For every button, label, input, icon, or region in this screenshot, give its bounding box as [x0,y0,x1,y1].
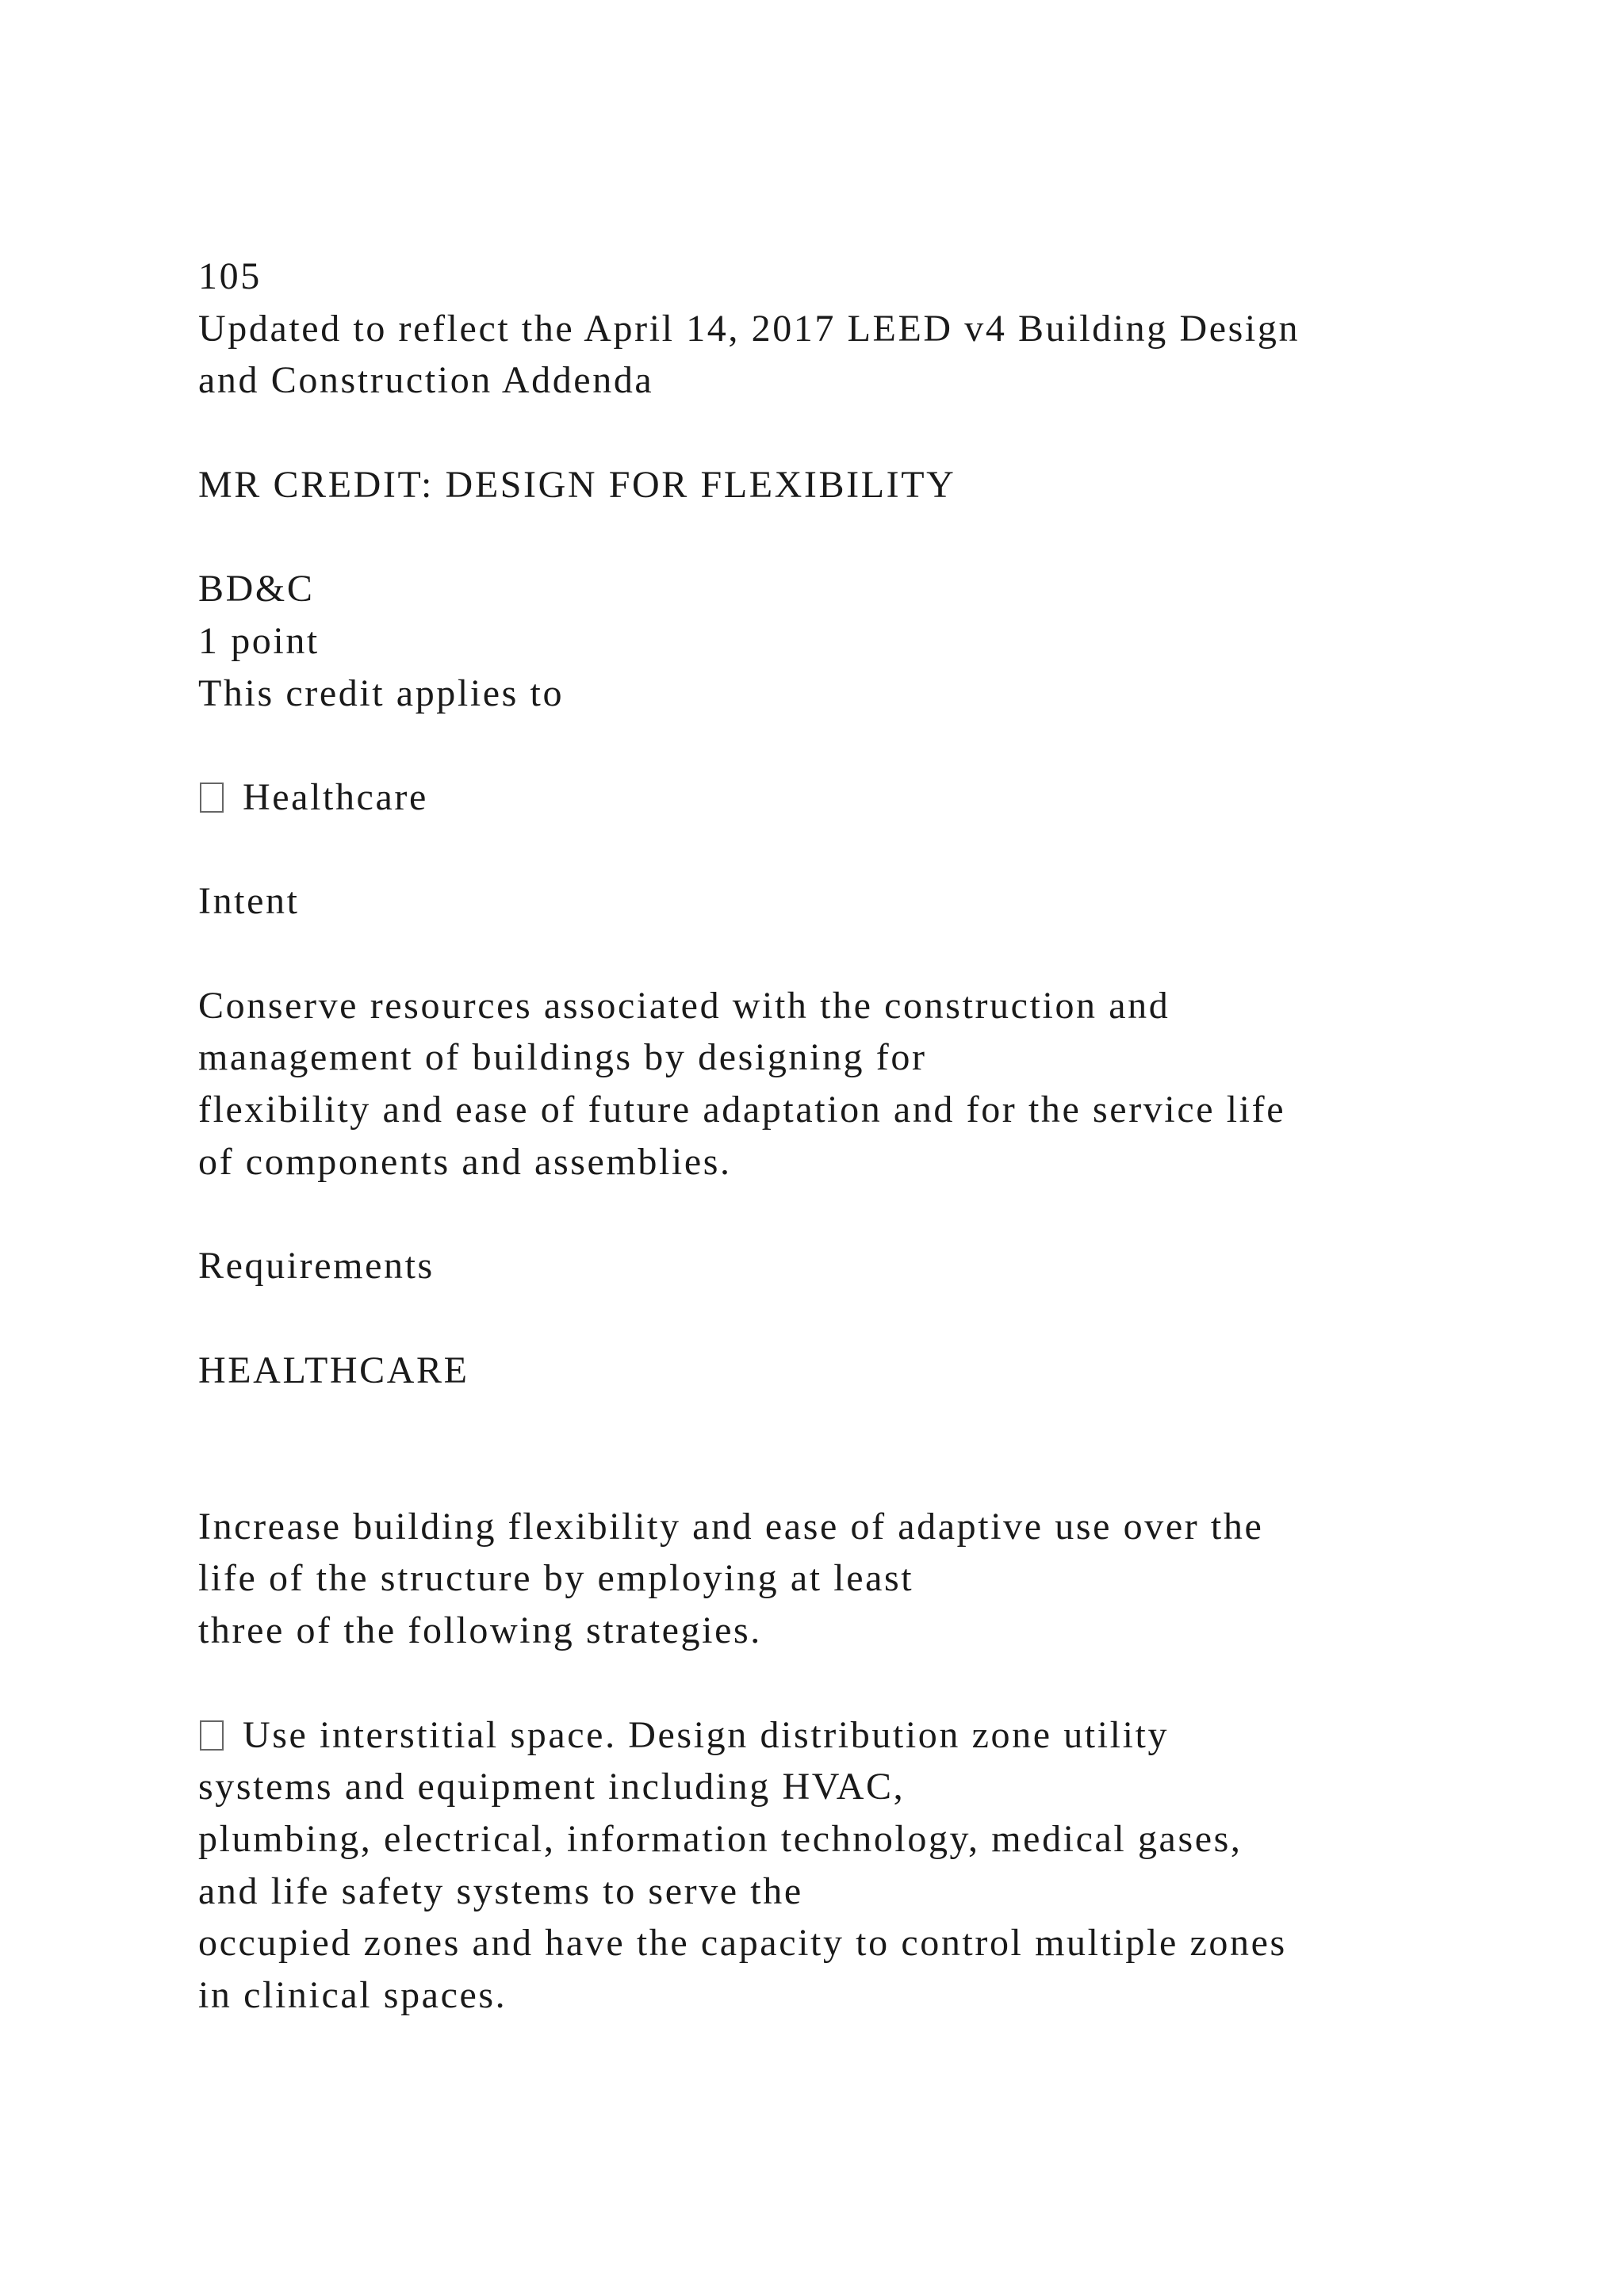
strategy-line: plumbing, electrical, information technology, medical gases, [198,1817,1243,1860]
requirements-line: Increase building flexibility and ease of adaptive use over the [198,1505,1264,1548]
credit-title: MR CREDIT: DESIGN FOR FLEXIBILITY [198,463,956,506]
intent-line: of components and assemblies. [198,1140,732,1183]
spacer [198,1448,1435,1501]
strategy-line: and life safety systems to serve the [198,1869,803,1912]
header-line: and Construction Addenda [198,359,654,402]
strategy-line: occupied zones and have the capacity to control multiple zones [198,1922,1287,1965]
strategy-first-line: Use interstitial space. Design distribution zone utility [243,1713,1170,1756]
spacer [198,719,1435,771]
document-page [198,251,1435,2022]
spacer [198,928,1435,980]
page-number: 105 [198,255,262,297]
strategy-item [198,1709,1435,1762]
spacer [198,1188,1435,1241]
spacer [198,824,1435,876]
spacer [198,407,1435,459]
intent-line: flexibility and ease of future adaptation and for the service life [198,1089,1286,1131]
intent-line: management of buildings by designing for [198,1036,927,1079]
requirements-line: three of the following strategies. [198,1609,762,1652]
bullet-box-icon [200,783,224,813]
rating-system: BD&C [198,568,315,610]
spacer [198,1396,1435,1448]
strategy-line: in clinical spaces. [198,1974,508,2017]
intent-line: Conserve resources associated with the construction and [198,984,1170,1027]
points: 1 point [198,619,320,662]
intent-heading: Intent [198,880,300,923]
applies-to-item-text: Healthcare [243,775,428,818]
requirements-line: life of the structure by employing at least [198,1557,914,1600]
spacer [198,511,1435,564]
strategy-line: systems and equipment including HVAC, [198,1766,906,1808]
spacer [198,1292,1435,1345]
spacer [198,1657,1435,1709]
healthcare-heading: HEALTHCARE [198,1349,469,1391]
header-line: Updated to reflect the April 14, 2017 LEED v4 Building Design [198,307,1300,350]
bullet-box-icon [200,1720,224,1751]
applies-to-label: This credit applies to [198,672,565,714]
requirements-heading: Requirements [198,1245,435,1288]
applies-to-item [198,771,1435,824]
